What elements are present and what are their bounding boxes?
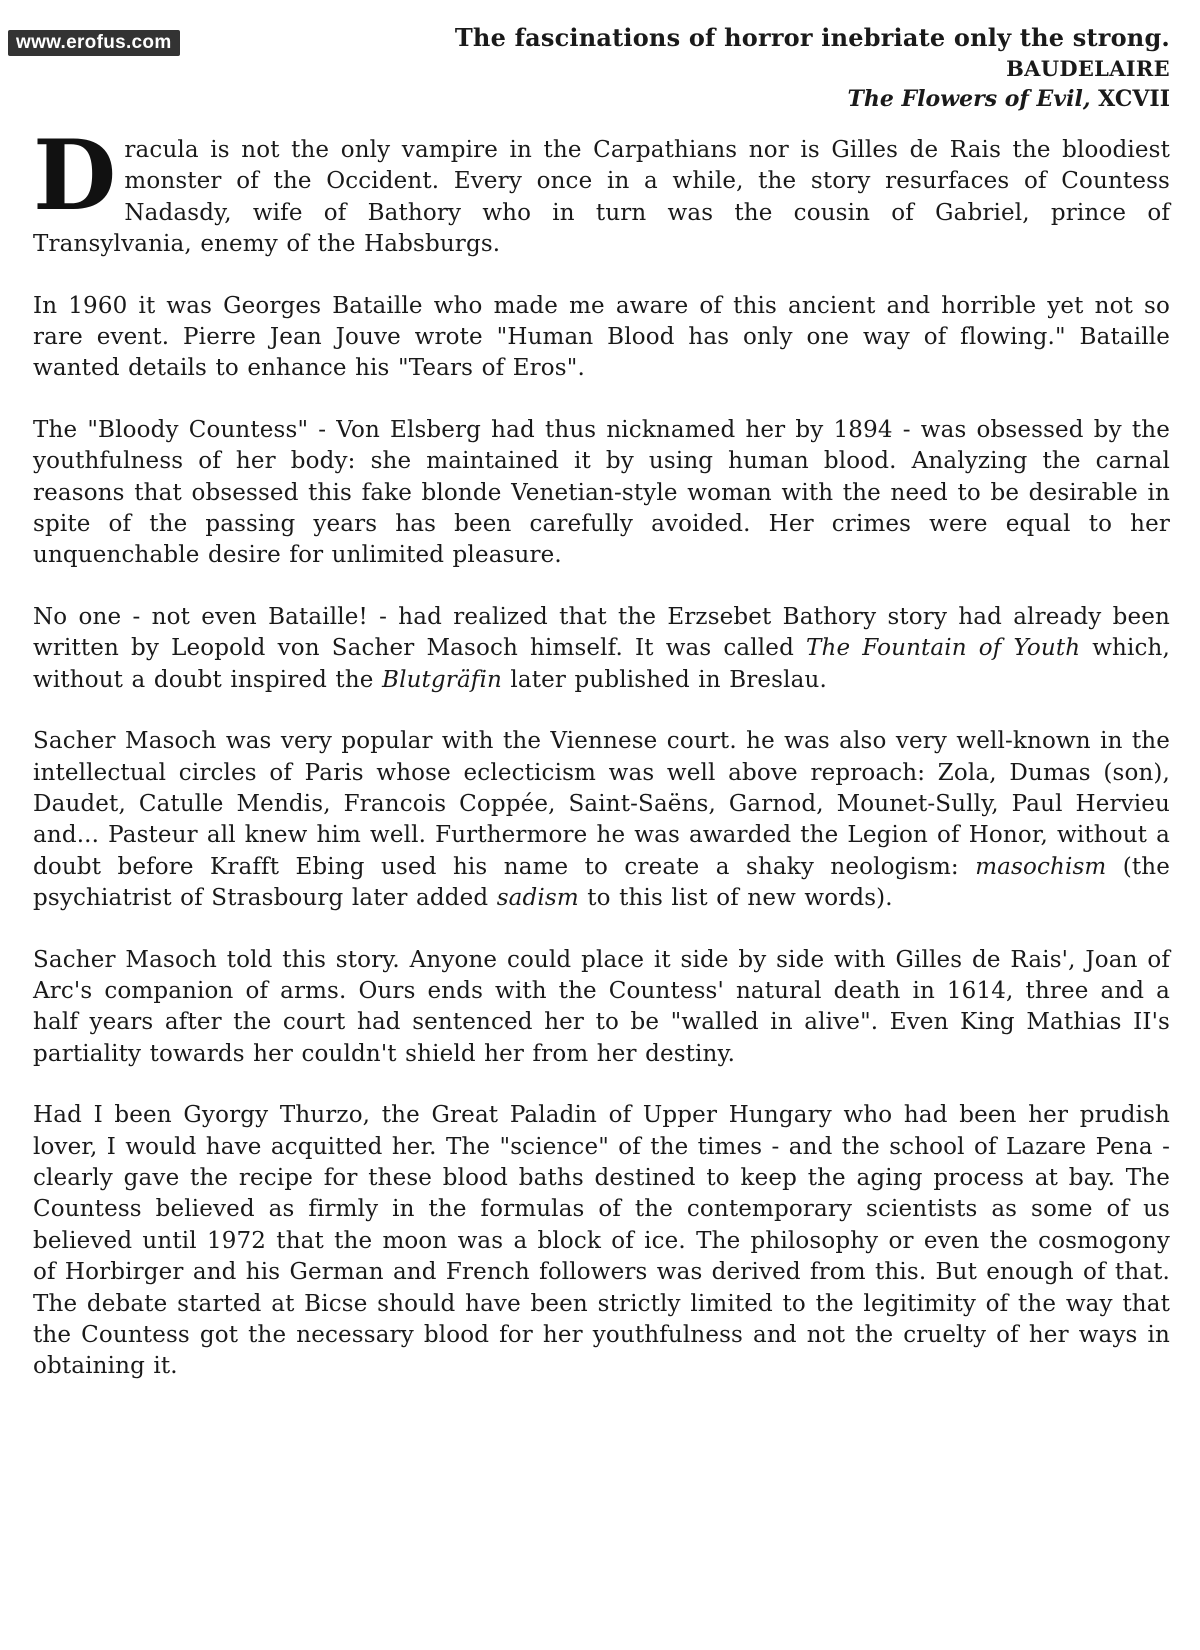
book-title-blutgrafin: Blutgräfin xyxy=(382,666,502,693)
paragraph-4-text-a: No one - not even Bataille! - had realized that the Erzsebet Bathory story had already been written by Leopold von Sacher Masoch himself. It was called xyxy=(33,603,1170,662)
paragraph-4-text-c: later published in Breslau. xyxy=(501,666,827,693)
epigraph-quote: The fascinations of horror inebriate only the strong. xyxy=(454,23,1170,52)
watermark-url: www.erofus.com xyxy=(8,30,180,56)
article-body xyxy=(33,119,1170,1413)
paragraph-6: Sacher Masoch told this story. Anyone could place it side by side with Gilles de Rais', Joan of Arc's companion of arms. Ours ends with the Countess' natural death in 1614, three and a half years after the court had sentenced her to be "walled in alive". Even King Mathias II's partiality towards her couldn't shield her from her destiny. xyxy=(33,946,1170,1067)
paragraph-5-text-c: to this list of new words). xyxy=(578,885,893,912)
paragraph-5-text-a: Sacher Masoch was very popular with the Viennese court. he was also very well-known in the intellectual circles of Paris whose eclecticism was well above reproach: Zola, Dumas (son), Daudet, Catulle Mendis, Francois Coppée, Saint-Saëns, Garnod, Mounet-Sully, Paul Hervieu and... Pasteur all knew him well. Furthermore he was awarded the Legion of Honor, without a doubt before Krafft Ebing used his name to create a shaky neologism: xyxy=(33,728,1170,880)
drop-cap-letter: D xyxy=(33,119,117,232)
paragraph-4-text-b: which, without a doubt inspired the xyxy=(33,635,1170,693)
paragraph-2: In 1960 it was Georges Bataille who made me aware of this ancient and horrible yet not so rare event. Pierre Jean Jouve wrote "Human Blood has only one way of flowing." Bataille wanted details to enhance his "Tears of Eros". xyxy=(33,292,1170,382)
paragraph-1 xyxy=(33,119,1170,261)
paragraph-1-text: racula is not the only vampire in the Carpathians nor is Gilles de Rais the bloodiest monster of the Occident. Every once in a while, the story resurfaces of Countess Nadasdy, wife of Bathory who in turn was the cousin of Gabriel, prince of Transylvania, enemy of the Habsburgs. xyxy=(33,137,1170,258)
paragraph-7: Had I been Gyorgy Thurzo, the Great Paladin of Upper Hungary who had been her prudish lover, I would have acquitted her. The "science" of the times - and the school of Lazare Pena - clearly gave the recipe for these blood baths destined to keep the aging process at bay. The Countess believed as firmly in the formulas of the contemporary scientists as some of us believed until 1972 that the moon was a block of ice. The philosophy or even the cosmogony of Horbirger and his German and French followers was derived from this. But enough of that. The debate started at Bicse should have been strictly limited to the legitimity of the way that the Countess got the necessary blood for her youthfulness and not the cruelty of her ways in obtaining it. xyxy=(33,1102,1170,1380)
epigraph xyxy=(290,22,1170,115)
epigraph-author: BAUDELAIRE xyxy=(1006,56,1170,81)
term-sadism: sadism xyxy=(496,885,579,912)
paragraph-5 xyxy=(33,726,1170,914)
epigraph-source xyxy=(290,84,1170,115)
term-masochism: masochism xyxy=(975,853,1107,880)
paragraph-5-text-b: (the psychiatrist of Strasbourg later added xyxy=(33,853,1170,912)
paragraph-4 xyxy=(33,602,1170,696)
book-title-fountain-of-youth: The Fountain of Youth xyxy=(806,635,1081,662)
epigraph-source-number: XCVII xyxy=(1098,86,1170,112)
epigraph-source-title: The Flowers of Evil, xyxy=(847,86,1091,112)
paragraph-3: The "Bloody Countess" - Von Elsberg had thus nicknamed her by 1894 - was obsessed by the youthfulness of her body: she maintained it by using human blood. Analyzing the carnal reasons that obsessed this fake blonde Venetian-style woman with the need to be desirable in spite of the passing years has been carefully avoided. Her crimes were equal to her unquenchable desire for unlimited pleasure. xyxy=(33,416,1170,569)
